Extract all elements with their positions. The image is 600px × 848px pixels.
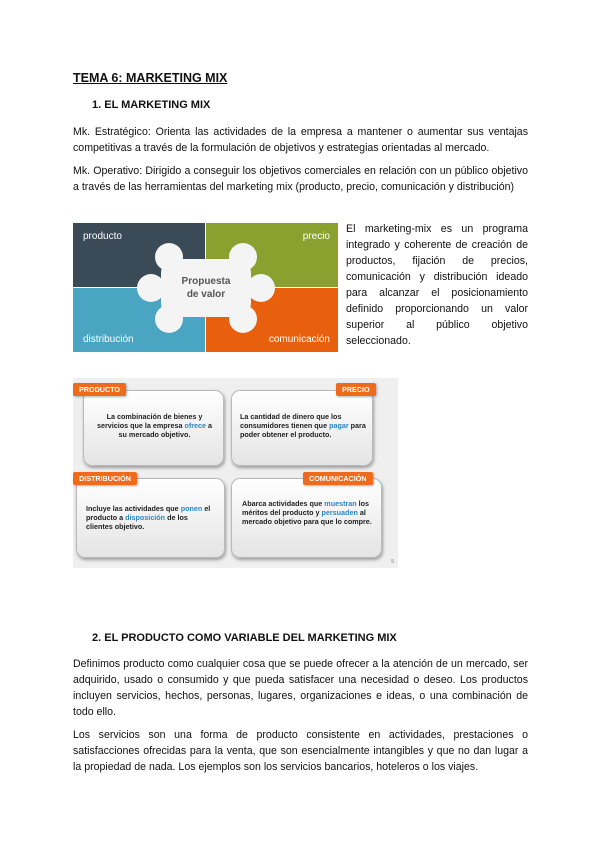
value-proposition-line-2: de valor bbox=[186, 289, 226, 300]
marketing-mix-definition: El marketing-mix es un programa integrado y coherente de creación de productos, fijación de precios, comunicación y distribución ideado para alcanzar el posicionamiento definido proporcionando un valor superior al público objetivo seleccionado. bbox=[346, 223, 528, 347]
highlight-muestran: muestran bbox=[324, 499, 357, 508]
highlight-pagar: pagar bbox=[329, 421, 349, 430]
box-distribucion bbox=[76, 478, 225, 558]
tag-producto: PRODUCTO bbox=[73, 383, 126, 396]
box-distribucion-text: Incluye las actividades que ponen el producto a disposición de los clientes objetivo. bbox=[86, 504, 211, 531]
puzzle-label-producto: producto bbox=[83, 231, 122, 242]
value-proposition-line-1: Propuesta bbox=[181, 276, 231, 287]
box-producto-text: La combinación de bienes y servicios que la empresa ofrece a su mercado objetivo. bbox=[96, 412, 213, 439]
puzzle-label-precio: precio bbox=[302, 231, 330, 242]
section1-heading: 1. EL MARKETING MIX bbox=[92, 99, 211, 111]
puzzle-label-comunicacion: comunicación bbox=[268, 334, 330, 345]
marketing-mix-boxes bbox=[73, 378, 398, 568]
box-producto bbox=[83, 390, 224, 466]
section2-paragraph-2: Los servicios son una forma de producto consistente en actividades, prestaciones o satisfacciones ofrecidas para la venta, que son esencialmente intangibles y que no dan lugar a la propiedad de nada. Los ejemplos son los servicios bancarios, hoteleros o los viajes. bbox=[73, 729, 528, 773]
tag-comunicacion: COMUNICACIÓN bbox=[303, 472, 373, 485]
tag-precio: PRECIO bbox=[336, 383, 376, 396]
section1-paragraph-1: Mk. Estratégico: Orienta las actividades de la empresa a mantener o aumentar sus ventajas competitivas a través de la formulación de objetivos y estrategias orientadas al mercado. bbox=[73, 126, 528, 154]
section2-heading: 2. EL PRODUCTO COMO VARIABLE DEL MARKETING MIX bbox=[92, 632, 397, 644]
section1-paragraph-2: Mk. Operativo: Dirigido a conseguir los objetivos comerciales en relación con un público objetivo a través de las herramientas del marketing mix (producto, precio, comunicación y distribución) bbox=[73, 165, 528, 193]
puzzle-label-distribucion: distribución bbox=[83, 334, 134, 345]
box-precio-text: La cantidad de dinero que los consumidores tienen que pagar para poder obtener el producto. bbox=[240, 412, 366, 439]
value-proposition-label bbox=[167, 275, 245, 301]
highlight-ponen: ponen bbox=[180, 504, 203, 513]
box-precio bbox=[231, 390, 373, 466]
highlight-disposicion: disposición bbox=[125, 513, 166, 522]
marketing-mix-puzzle bbox=[73, 223, 338, 352]
slide-page-number: 5 bbox=[391, 559, 394, 565]
box-comunicacion bbox=[231, 478, 382, 558]
tag-distribucion: DISTRIBUCIÓN bbox=[73, 472, 137, 485]
highlight-ofrece: ofrece bbox=[184, 421, 207, 430]
box-comunicacion-text: Abarca actividades que muestran los méritos del producto y persuaden al mercado objetivo para que lo compre. bbox=[242, 499, 372, 526]
section2-paragraph-1: Definimos producto como cualquier cosa que se puede ofrecer a la atención de un mercado, ser adquirido, usado o consumido y que pueda satisfacer una necesidad o deseo. Los productos incluyen servicios, hechos, personas, lugares, organizaciones e ideas, o una combinación de todo ello. bbox=[73, 658, 528, 718]
highlight-persuaden: persuaden bbox=[321, 508, 358, 517]
page-title: TEMA 6: MARKETING MIX bbox=[73, 71, 228, 85]
